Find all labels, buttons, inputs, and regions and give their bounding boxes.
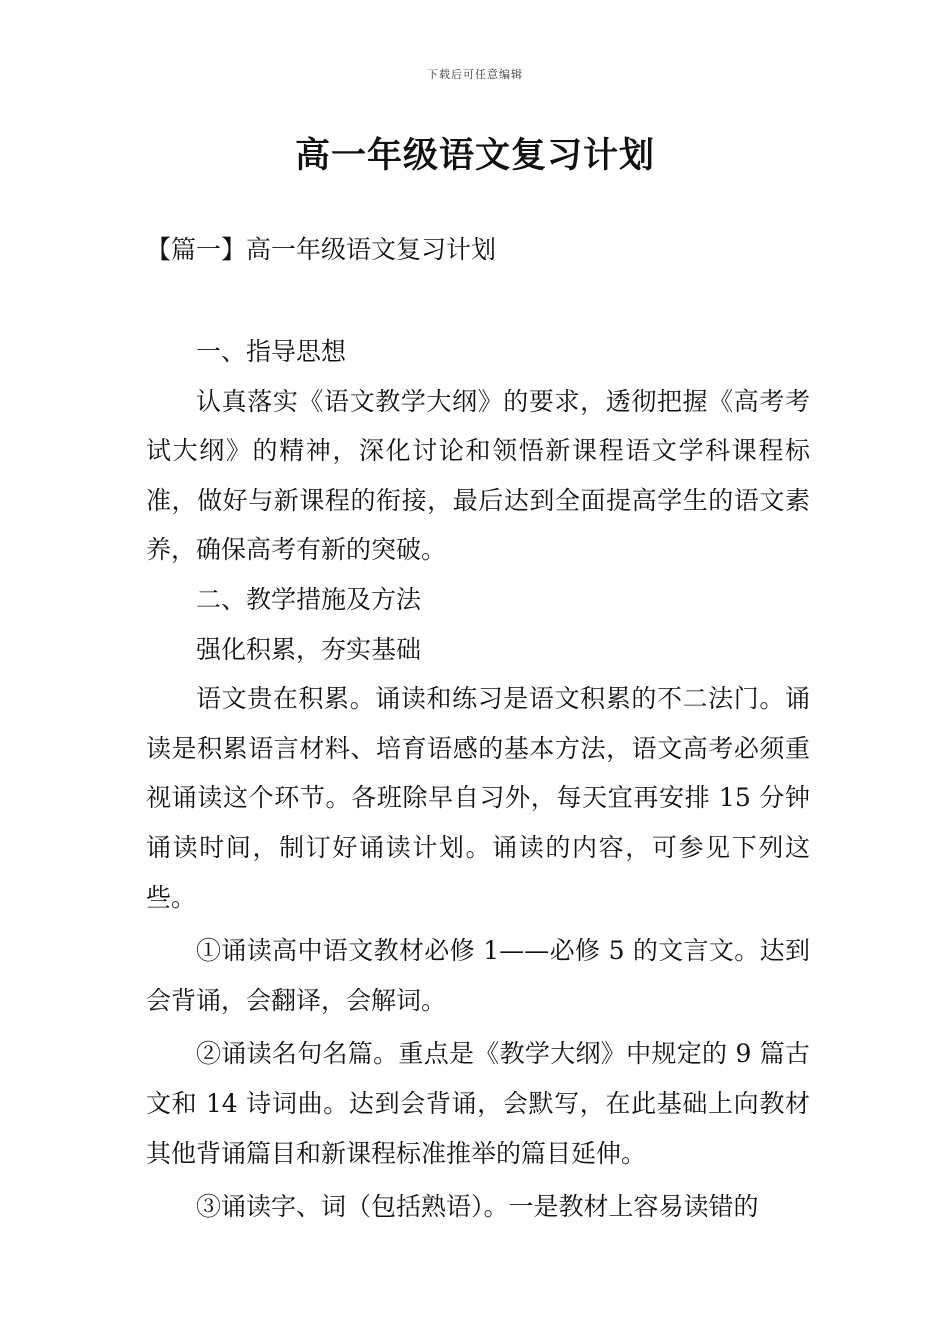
heading-guiding-ideology: 一、指导思想 [196,337,347,366]
section-title: 【篇一】高一年级语文复习计划 [146,235,497,264]
heading-teaching-measures: 二、教学措施及方法 [196,584,422,614]
paragraph-accumulation: 语文贵在积累。诵读和练习是语文积累的不二法门。诵读是积累语言材料、培育语感的基本方法，语文高考必须重视诵读这个环节。各班除早自习外，每天宜再安排 15 分钟诵读时间，制订好诵读计划。诵读的内容，可参见下列这些。 [146,684,810,912]
list-item-1: ①诵读高中语文教材必修 1——必修 5 的文言文。达到会背诵，会翻译，会解词。 [146,936,810,1015]
document-title: 高一年级语文复习计划 [294,136,655,176]
subheading-accumulation: 强化积累，夯实基础 [196,634,422,664]
header-note: 下载后可任意编辑 [427,68,523,81]
paragraph-guiding-ideology: 认真落实《语文教学大纲》的要求，透彻把握《高考考试大纲》的精神，深化讨论和领悟新课程语文学科课程标准，做好与新课程的衔接，最后达到全面提高学生的语文素养，确保高考有新的突破。 [146,386,810,565]
document-body [146,327,810,1232]
list-item-3: ③诵读字、词（包括熟语）。一是教材上容易读错的 [196,1192,759,1222]
list-item-2: ②诵读名句名篇。重点是《教学大纲》中规定的 9 篇古文和 14 诗词曲。达到会背诵，会默写，在此基础上向教材其他背诵篇目和新课程标准推举的篇目延伸。 [146,1039,810,1168]
